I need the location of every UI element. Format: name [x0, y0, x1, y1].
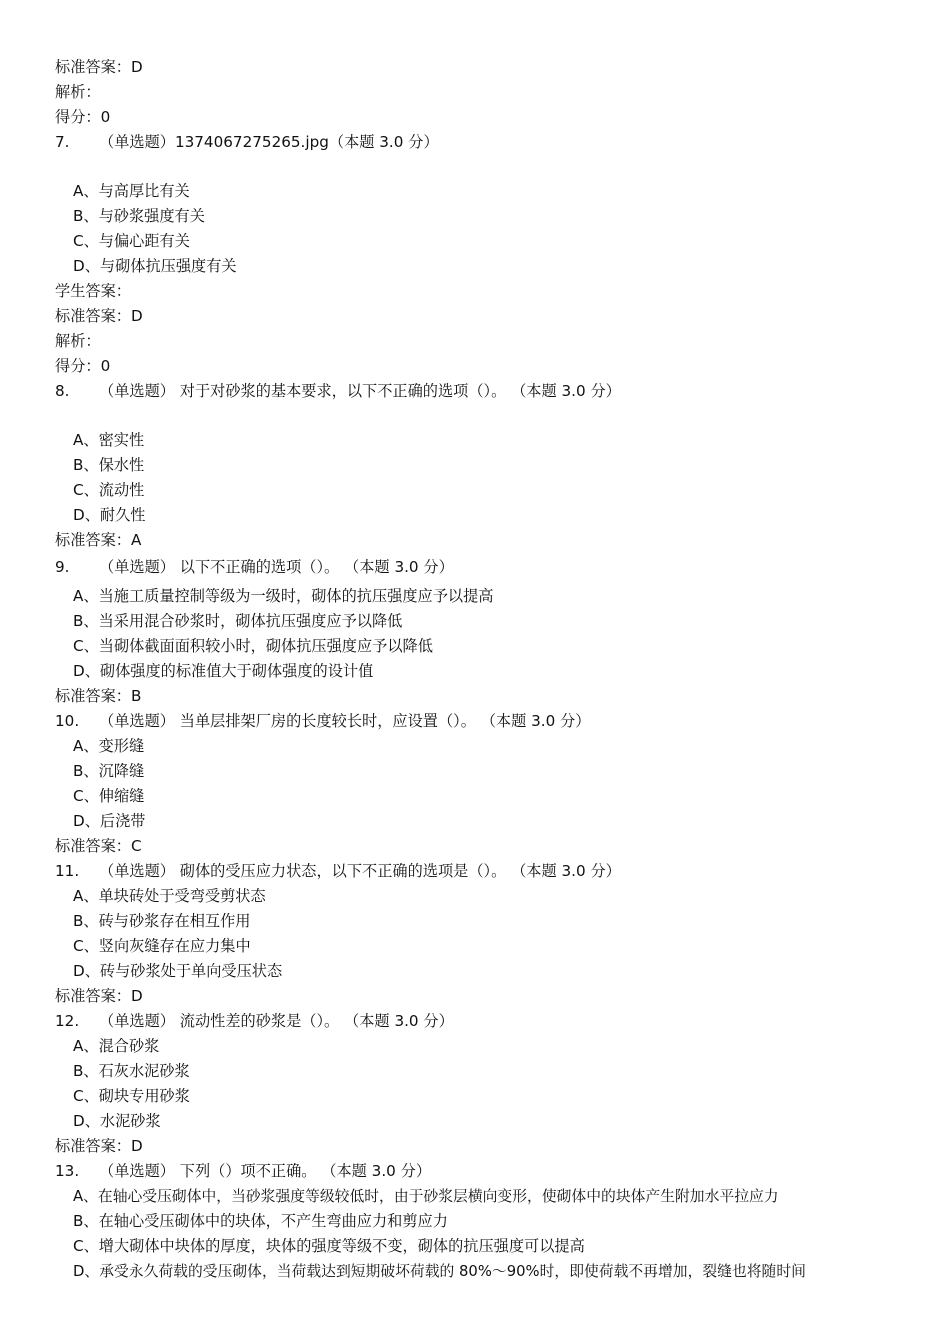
standard-answer: 标准答案：C: [55, 837, 142, 855]
option-b: B、石灰水泥砂浆: [73, 1062, 190, 1080]
option-b: B、在轴心受压砌体中的块体，不产生弯曲应力和剪应力: [73, 1212, 448, 1230]
option-d: D、与砌体抗压强度有关: [73, 257, 237, 275]
option-a: A、当施工质量控制等级为一级时，砌体的抗压强度应予以提高: [73, 587, 494, 605]
student-answer: 学生答案：: [55, 282, 131, 300]
question-number: 10.: [55, 712, 80, 730]
question-stem: （单选题） 流动性差的砂浆是（）。 （本题 3.0 分）: [99, 1012, 454, 1030]
standard-answer: 标准答案：A: [55, 531, 142, 549]
standard-answer: 标准答案：D: [55, 307, 143, 325]
option-a: A、混合砂浆: [73, 1037, 160, 1055]
option-b: B、砖与砂浆存在相互作用: [73, 912, 251, 930]
option-c: C、砌块专用砂浆: [73, 1087, 190, 1105]
question-stem: （单选题） 以下不正确的选项（）。 （本题 3.0 分）: [99, 558, 454, 576]
option-c: C、与偏心距有关: [73, 232, 190, 250]
question-number: 9.: [55, 558, 70, 576]
option-b: B、当采用混合砂浆时，砌体抗压强度应予以降低: [73, 612, 403, 630]
question-stem: （单选题） 当单层排架厂房的长度较长时，应设置（）。 （本题 3.0 分）: [99, 712, 591, 730]
option-c: C、当砌体截面面积较小时，砌体抗压强度应予以降低: [73, 637, 433, 655]
option-d: D、耐久性: [73, 506, 146, 524]
question-stem: （单选题）1374067275265.jpg（本题 3.0 分）: [99, 133, 439, 151]
option-b: B、沉降缝: [73, 762, 145, 780]
option-a: A、密实性: [73, 431, 145, 449]
option-a: A、变形缝: [73, 737, 145, 755]
question-number: 13.: [55, 1162, 80, 1180]
option-d: D、水泥砂浆: [73, 1112, 161, 1130]
question-stem: （单选题） 砌体的受压应力状态，以下不正确的选项是（）。 （本题 3.0 分）: [99, 862, 621, 880]
question-number: 8.: [55, 382, 70, 400]
standard-answer: 标准答案：B: [55, 687, 142, 705]
question-number: 7.: [55, 133, 70, 151]
standard-answer: 标准答案：D: [55, 58, 143, 76]
option-a: A、单块砖处于受弯受剪状态: [73, 887, 266, 905]
question-stem: （单选题） 下列（）项不正确。 （本题 3.0 分）: [99, 1162, 432, 1180]
option-c: C、增大砌体中块体的厚度，块体的强度等级不变，砌体的抗压强度可以提高: [73, 1237, 585, 1255]
analysis-label: 解析：: [55, 332, 101, 350]
option-d: D、砌体强度的标准值大于砌体强度的设计值: [73, 662, 374, 680]
score: 得分：0: [55, 108, 111, 126]
analysis-label: 解析：: [55, 83, 101, 101]
question-number: 12.: [55, 1012, 80, 1030]
question-number: 11.: [55, 862, 80, 880]
score: 得分：0: [55, 357, 111, 375]
option-c: C、竖向灰缝存在应力集中: [73, 937, 251, 955]
option-b: B、保水性: [73, 456, 145, 474]
option-c: C、伸缩缝: [73, 787, 145, 805]
option-b: B、与砂浆强度有关: [73, 207, 205, 225]
standard-answer: 标准答案：D: [55, 1137, 143, 1155]
option-d: D、承受永久荷载的受压砌体，当荷载达到短期破坏荷载的 80%～90%时，即使荷载不再增加，裂缝也将随时间: [73, 1263, 806, 1280]
option-d: D、砖与砂浆处于单向受压状态: [73, 962, 283, 980]
standard-answer: 标准答案：D: [55, 987, 143, 1005]
option-d: D、后浇带: [73, 812, 146, 830]
option-c: C、流动性: [73, 481, 145, 499]
question-stem: （单选题） 对于对砂浆的基本要求，以下不正确的选项（）。 （本题 3.0 分）: [99, 382, 621, 400]
option-a: A、在轴心受压砌体中，当砂浆强度等级较低时，由于砂浆层横向变形，使砌体中的块体产生附加水平拉应力: [73, 1188, 779, 1205]
option-a: A、与高厚比有关: [73, 182, 190, 200]
